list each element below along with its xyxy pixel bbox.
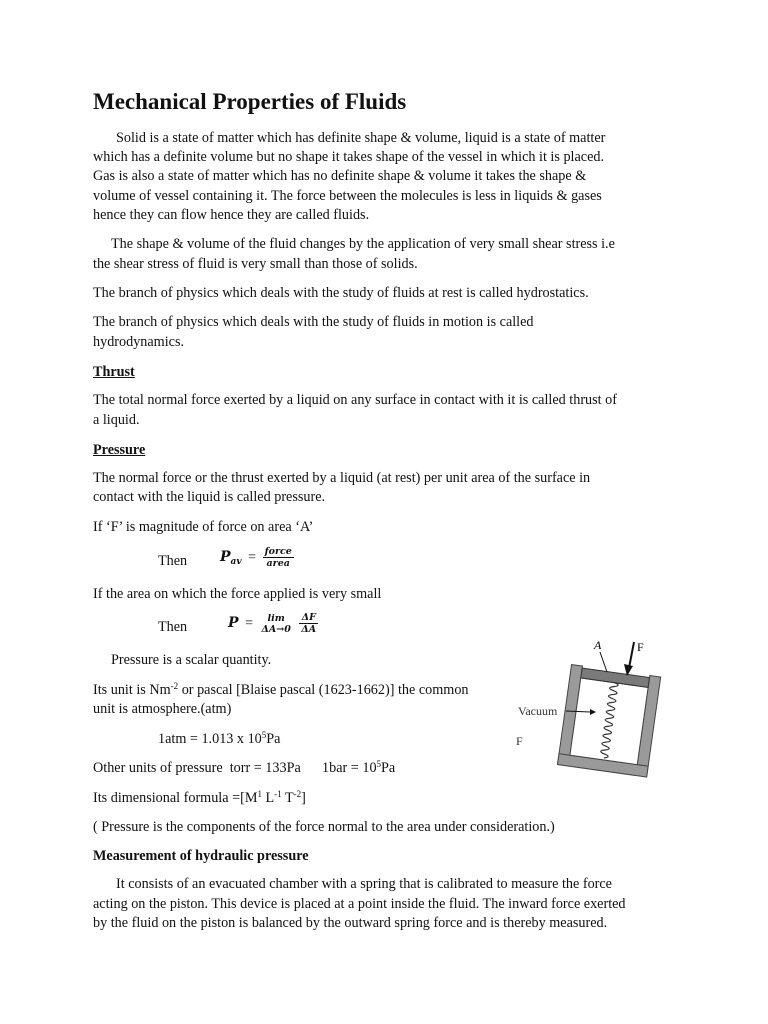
chamber-vacuum	[570, 678, 648, 765]
scalar-statement: Pressure is a scalar quantity.	[111, 652, 272, 668]
dim-exponent: 1	[257, 789, 262, 799]
text-line: a liquid.	[93, 412, 140, 428]
force-area-statement: If ‘F’ is magnitude of force on area ‘A’	[93, 519, 314, 535]
limit-label: lim	[267, 612, 285, 624]
then-label: Then	[158, 553, 188, 569]
bar-exponent: 5	[376, 759, 382, 769]
dim-exponent: -2	[293, 789, 302, 799]
thrust-heading: Thrust	[93, 364, 135, 380]
text-line: by the fluid on the piston is balanced by the outward spring force and is thereby measured.	[93, 915, 608, 931]
text-line: The normal force or the thrust exerted by a liquid (at rest) per unit area of the surface in	[93, 470, 591, 486]
dim-exponent: -1	[274, 789, 282, 799]
formula-denominator: area	[266, 558, 290, 569]
then-label: Then	[158, 619, 188, 635]
formula-lhs: P	[220, 548, 231, 565]
small-area-statement: If the area on which the force applied is very small	[93, 586, 382, 602]
text-line: Gas is also a state of matter which has no definite shape & volume it takes the shape &	[93, 168, 587, 184]
text-line: hence they can flow hence they are called fluids.	[93, 207, 370, 223]
other-units-text: Other units of pressure torr = 133Pa 1bar = 10	[93, 760, 377, 776]
text-line: hydrodynamics.	[93, 334, 185, 350]
atm-equation	[158, 731, 280, 748]
formula-numerator: ΔF	[299, 612, 318, 624]
text-line: volume of vessel containing it. The force between the molecules is less in liquids & gases	[93, 188, 602, 204]
hydrostatics-definition: The branch of physics which deals with the study of fluids at rest is called hydrostatics.	[93, 285, 589, 301]
dim-text: Its dimensional formula =[M	[93, 790, 258, 806]
vacuum-label: Vacuum	[518, 704, 558, 718]
measurement-heading: Measurement of hydraulic pressure	[93, 848, 309, 864]
text-line: It consists of an evacuated chamber with a spring that is calibrated to measure the force	[116, 876, 612, 892]
text-line: contact with the liquid is called pressure.	[93, 489, 326, 505]
text-line: acting on the piston. This device is placed at a point inside the fluid. The inward force exerted	[93, 896, 626, 912]
other-units-line	[93, 760, 395, 777]
unit-exponent: -2	[170, 681, 179, 691]
page-title: Mechanical Properties of Fluids	[93, 89, 407, 114]
pressure-gauge-diagram	[508, 632, 668, 782]
area-pointer	[600, 652, 607, 672]
formula-lhs: P	[228, 614, 239, 631]
unit-text: or pascal [Blaise pascal (1623-1662)] the common	[178, 682, 469, 698]
unit-line	[93, 682, 469, 699]
pressure-heading: Pressure	[93, 442, 146, 458]
dim-text: T	[281, 790, 294, 806]
atm-text: 1atm = 1.013 x 10	[158, 731, 262, 747]
area-label: A	[594, 638, 602, 652]
force-arrow-shaft	[629, 642, 634, 668]
atm-unit: Pa	[266, 731, 281, 747]
text-line: The branch of physics which deals with the study of fluids in motion is called	[93, 314, 534, 330]
chamber-group	[558, 665, 661, 778]
pressure-note: ( Pressure is the components of the force normal to the area under consideration.)	[93, 819, 555, 835]
unit-line-2: unit is atmosphere.(atm)	[93, 701, 232, 717]
force-label-left: F	[516, 734, 523, 748]
text-line: the shear stress of fluid is very small than those of solids.	[93, 256, 418, 272]
dimensional-formula	[93, 790, 306, 807]
bar-unit: Pa	[381, 760, 396, 776]
formula-equals: =	[245, 615, 253, 631]
dim-text: L	[261, 790, 275, 806]
unit-text: Its unit is Nm	[93, 682, 171, 698]
limit-pressure-formula	[228, 612, 318, 635]
text-line: The total normal force exerted by a liquid on any surface in contact with it is called thrust of	[93, 392, 617, 408]
formula-numerator: force	[264, 546, 292, 557]
dim-text: ]	[301, 790, 306, 806]
atm-exponent: 5	[261, 730, 267, 740]
force-label-top: F	[637, 640, 644, 654]
limit-subscript: ΔA→0	[261, 623, 291, 635]
text-line: The shape & volume of the fluid changes by the application of very small shear stress i.e	[111, 236, 615, 252]
formula-equals: =	[248, 549, 257, 565]
text-line: which has a definite volume but no shape it takes shape of the vessel in which it is placed.	[93, 149, 605, 165]
formula-denominator: ΔA	[301, 624, 317, 635]
formula-subscript: av	[230, 556, 242, 567]
average-pressure-formula	[220, 546, 294, 569]
text-line: Solid is a state of matter which has definite shape & volume, liquid is a state of matter	[116, 130, 606, 146]
